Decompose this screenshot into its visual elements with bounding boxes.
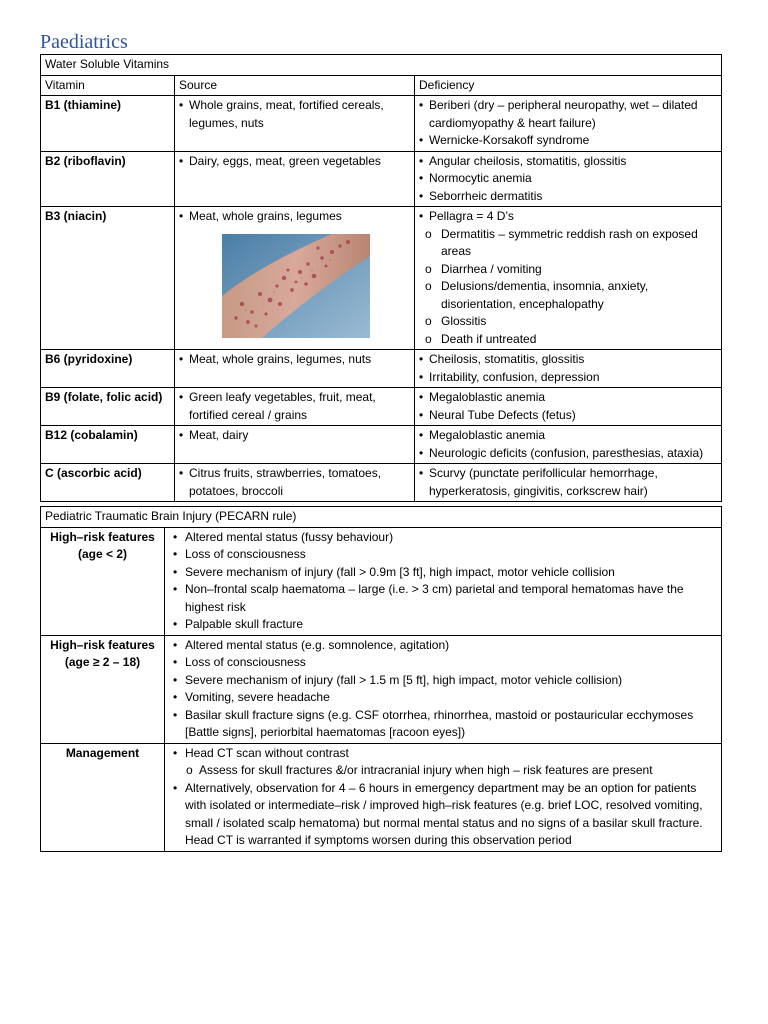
vitamin-deficiency-cell <box>415 350 722 388</box>
bullet-icon: o <box>425 314 432 328</box>
tbi-label-line: (age < 2) <box>77 547 128 561</box>
deficiency-item-text: Neurologic deficits (confusion, paresthesias, ataxia) <box>429 445 704 460</box>
bullet-icon: • <box>173 655 178 669</box>
tbi-label-line: (age ≥ 2 – 18) <box>64 655 141 669</box>
vitamin-name: B6 (pyridoxine) <box>41 350 175 388</box>
bullet-icon: • <box>419 153 424 168</box>
vitamin-deficiency-cell <box>415 207 722 350</box>
bullet-icon: • <box>173 780 178 795</box>
vitamin-row <box>41 350 722 388</box>
vitamins-table-title: Water Soluble Vitamins <box>41 55 722 76</box>
vitamin-name: C (ascorbic acid) <box>41 464 175 502</box>
tbi-item <box>169 581 717 616</box>
tbi-row-label <box>41 635 165 743</box>
header-vitamin: Vitamin <box>41 75 175 96</box>
tbi-row-items <box>165 527 722 635</box>
tbi-item-text: Vomiting, severe headache <box>185 690 330 704</box>
deficiency-subitem <box>419 278 717 313</box>
page-title: Paediatrics <box>40 31 128 53</box>
bullet-icon: • <box>419 466 424 480</box>
tbi-subitem-text: Assess for skull fractures &/or intracranial injury when high – risk features are present <box>199 763 653 777</box>
bullet-icon: • <box>419 352 424 366</box>
vitamin-row <box>41 151 722 207</box>
deficiency-subitem <box>419 331 717 349</box>
deficiency-item-text: Wernicke-Korsakoff syndrome <box>429 133 590 147</box>
bullet-icon: • <box>419 390 424 404</box>
bullet-icon: o <box>425 261 432 276</box>
deficiency-item <box>419 445 717 463</box>
deficiency-item <box>419 407 717 425</box>
deficiency-item <box>419 208 717 348</box>
bullet-icon: o <box>425 331 432 346</box>
tbi-row-items <box>165 743 722 851</box>
tbi-item-text: Palpable skull fracture <box>185 617 304 631</box>
deficiency-item-text: Megaloblastic anemia <box>429 390 546 404</box>
deficiency-subitem <box>419 261 717 279</box>
vitamin-name: B12 (cobalamin) <box>41 426 175 464</box>
tbi-subitem <box>185 762 717 780</box>
tbi-item <box>169 546 717 564</box>
deficiency-item-text: Pellagra = 4 D’s <box>429 209 514 223</box>
bullet-icon: • <box>179 352 184 366</box>
vitamin-source-cell <box>175 426 415 464</box>
deficiency-item-text: Irritability, confusion, depression <box>429 369 600 384</box>
deficiency-item <box>419 351 717 369</box>
source-item-text: Meat, whole grains, legumes, nuts <box>189 352 372 366</box>
source-item <box>179 153 410 171</box>
deficiency-item-text: Beriberi (dry – peripheral neuropathy, wet – dilated cardiomyopathy & heart failure) <box>429 98 698 130</box>
tbi-label-line: High–risk features <box>50 529 155 544</box>
source-item <box>179 351 410 369</box>
tbi-title-row <box>41 507 722 528</box>
vitamin-row <box>41 464 722 502</box>
bullet-icon: • <box>173 672 178 687</box>
tbi-row <box>41 635 722 743</box>
deficiency-item <box>419 389 717 407</box>
source-item-text: Meat, whole grains, legumes <box>189 209 342 223</box>
bullet-icon: • <box>179 98 184 112</box>
source-item <box>179 465 410 500</box>
bullet-icon: • <box>173 637 178 652</box>
vitamins-header-row <box>41 75 722 96</box>
tbi-item <box>169 745 717 780</box>
deficiency-item-text: Normocytic anemia <box>429 171 532 185</box>
vitamin-source-cell <box>175 96 415 152</box>
tbi-row-label <box>41 527 165 635</box>
bullet-icon: o <box>425 279 432 293</box>
vitamin-deficiency-cell <box>415 464 722 502</box>
bullet-icon: • <box>173 529 178 544</box>
tbi-item <box>169 780 717 850</box>
deficiency-item <box>419 427 717 445</box>
bullet-icon: • <box>173 582 178 596</box>
vitamin-row <box>41 426 722 464</box>
deficiency-subitem <box>419 313 717 331</box>
bullet-icon: o <box>425 226 432 241</box>
tbi-item-text: Head CT scan without contrast <box>185 745 349 760</box>
vitamin-deficiency-cell <box>415 96 722 152</box>
tbi-row <box>41 527 722 635</box>
tbi-item-text: Severe mechanism of injury (fall > 0.9m [3 ft], high impact, motor vehicle collision <box>185 564 615 579</box>
deficiency-subitem <box>419 226 717 261</box>
source-item-text: Whole grains, meat, fortified cereals, legumes, nuts <box>189 98 384 130</box>
vitamin-source-cell <box>175 350 415 388</box>
bullet-icon: • <box>173 617 178 631</box>
bullet-icon: • <box>419 445 424 460</box>
tbi-item <box>169 637 717 655</box>
tbi-row <box>41 743 722 851</box>
vitamins-table <box>40 54 722 502</box>
deficiency-item <box>419 188 717 206</box>
tbi-table-title: Pediatric Traumatic Brain Injury (PECARN rule) <box>41 507 722 528</box>
vitamin-source-cell <box>175 464 415 502</box>
source-item-text: Meat, dairy <box>189 428 249 442</box>
bullet-icon: • <box>419 209 424 223</box>
header-deficiency: Deficiency <box>415 75 722 96</box>
header-source: Source <box>175 75 415 96</box>
bullet-icon: • <box>419 407 424 422</box>
bullet-icon: • <box>419 428 424 442</box>
tbi-label-line: High–risk features <box>50 637 155 652</box>
bullet-icon: • <box>419 133 424 147</box>
vitamin-name: B2 (riboflavin) <box>41 151 175 207</box>
tbi-row-label <box>41 743 165 851</box>
vitamin-source-cell <box>175 151 415 207</box>
vitamin-deficiency-cell <box>415 388 722 426</box>
source-item <box>179 389 410 424</box>
deficiency-item <box>419 153 717 171</box>
tbi-item-text: Loss of consciousness <box>185 655 306 669</box>
bullet-icon: • <box>179 153 184 168</box>
source-item-text: Green leafy vegetables, fruit, meat, fortified cereal / grains <box>189 390 376 422</box>
bullet-icon: • <box>173 690 178 704</box>
bullet-icon: • <box>173 707 178 722</box>
bullet-icon: • <box>179 209 184 223</box>
source-item-text: Dairy, eggs, meat, green vegetables <box>189 153 381 168</box>
bullet-icon: • <box>419 369 424 384</box>
bullet-icon: • <box>419 171 424 185</box>
tbi-item-text: Loss of consciousness <box>185 547 306 561</box>
deficiency-item-text: Cheilosis, stomatitis, glossitis <box>429 352 585 366</box>
tbi-item-text: Non–frontal scalp haematoma – large (i.e. > 3 cm) parietal and temporal hematomas have the highest risk <box>185 582 684 614</box>
vitamin-name: B1 (thiamine) <box>41 96 175 152</box>
tbi-row-items <box>165 635 722 743</box>
vitamins-title-row <box>41 55 722 76</box>
tbi-item-text: Altered mental status (fussy behaviour) <box>185 529 394 544</box>
deficiency-item-text: Megaloblastic anemia <box>429 428 546 442</box>
source-item-text: Citrus fruits, strawberries, tomatoes, potatoes, broccoli <box>189 466 382 498</box>
vitamin-deficiency-cell <box>415 426 722 464</box>
deficiency-item-text: Angular cheilosis, stomatitis, glossitis <box>429 153 627 168</box>
deficiency-item <box>419 465 717 500</box>
tbi-item-text: Severe mechanism of injury (fall > 1.5 m [5 ft], high impact, motor vehicle collision) <box>185 672 623 687</box>
bullet-icon: • <box>419 188 424 203</box>
bullet-icon: • <box>173 745 178 760</box>
deficiency-item <box>419 369 717 387</box>
bullet-icon: • <box>179 466 184 480</box>
bullet-icon: • <box>419 98 424 112</box>
vitamin-source-cell <box>175 207 415 350</box>
tbi-item-text: Alternatively, observation for 4 – 6 hours in emergency department may be an option for patients with isolated or intermediate–risk / improved high–risk features (e.g. brief LOC, resolved vomiting, small / isolated scalp hematoma) but normal mental status and no signs of a basilar skull fracture. Head CT is warranted if symptoms worsen during this observation period <box>185 780 703 847</box>
deficiency-item <box>419 170 717 188</box>
deficiency-item-text: Scurvy (punctate perifollicular hemorrhage, hyperkeratosis, gingivitis, corkscrew hair) <box>429 466 658 498</box>
bullet-icon: • <box>179 390 184 404</box>
deficiency-subitem-text: Delusions/dementia, insomnia, anxiety, disorientation, encephalopathy <box>441 279 649 311</box>
vitamin-source-cell <box>175 388 415 426</box>
source-item <box>179 97 410 132</box>
deficiency-subitem-text: Glossitis <box>441 314 487 328</box>
bullet-icon: • <box>173 564 178 579</box>
bullet-icon: • <box>173 547 178 561</box>
tbi-item-text: Basilar skull fracture signs (e.g. CSF otorrhea, rhinorrhea, mastoid or postauricular ecchymoses [Battle signs], periorbital haematomas [racoon eyes]) <box>185 707 694 739</box>
deficiency-subitem-text: Death if untreated <box>441 331 537 346</box>
deficiency-subitem-text: Diarrhea / vomiting <box>441 261 542 276</box>
tbi-label-line: Management <box>65 745 140 760</box>
bullet-icon: o <box>186 763 193 777</box>
vitamin-deficiency-cell <box>415 151 722 207</box>
tbi-item <box>169 529 717 547</box>
vitamin-row <box>41 207 722 350</box>
tbi-item-text: Altered mental status (e.g. somnolence, agitation) <box>185 637 450 652</box>
deficiency-item-text: Neural Tube Defects (fetus) <box>429 407 576 422</box>
tbi-item <box>169 707 717 742</box>
bullet-icon: • <box>179 428 184 442</box>
deficiency-item <box>419 132 717 150</box>
vitamin-row <box>41 96 722 152</box>
tbi-item <box>169 654 717 672</box>
source-item <box>179 208 410 226</box>
vitamin-name: B3 (niacin) <box>41 207 175 350</box>
tbi-item <box>169 672 717 690</box>
pellagra-rash-photo <box>222 234 370 338</box>
deficiency-item-text: Seborrheic dermatitis <box>429 188 543 203</box>
vitamin-name: B9 (folate, folic acid) <box>41 388 175 426</box>
vitamin-row <box>41 388 722 426</box>
deficiency-subitem-text: Dermatitis – symmetric reddish rash on exposed areas <box>441 226 698 258</box>
tbi-item <box>169 564 717 582</box>
source-item <box>179 427 410 445</box>
tbi-table <box>40 506 722 852</box>
deficiency-sublist <box>419 226 717 349</box>
deficiency-item <box>419 97 717 132</box>
tbi-item <box>169 689 717 707</box>
tbi-item <box>169 616 717 634</box>
